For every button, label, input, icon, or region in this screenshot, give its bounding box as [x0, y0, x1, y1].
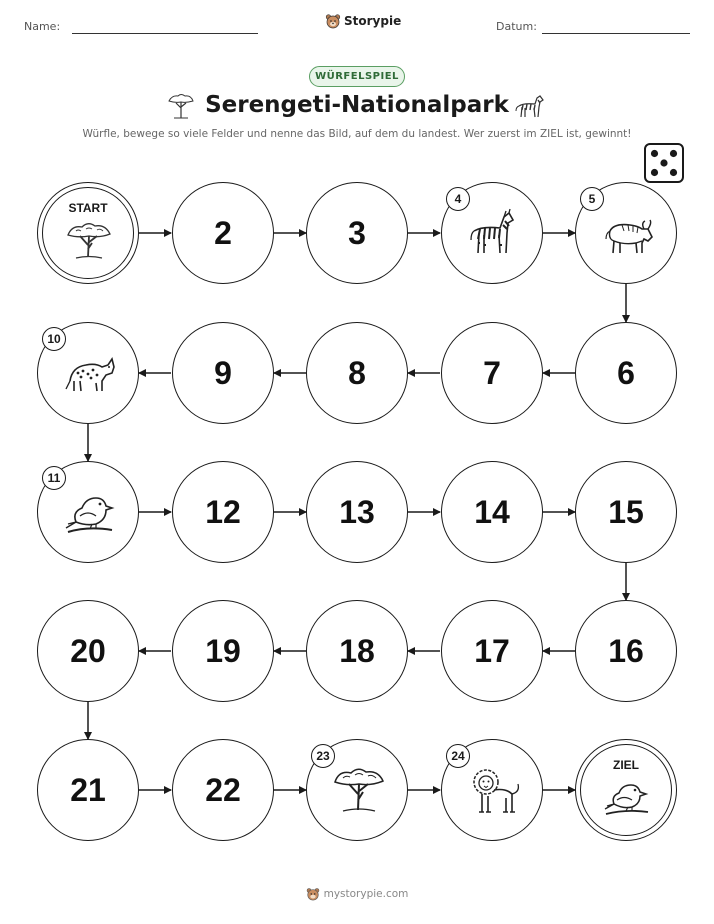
square-number: 8: [348, 354, 366, 391]
square-number: 9: [214, 354, 232, 391]
board-square[interactable]: [37, 739, 139, 841]
instructions-text: Würfle, bewege so viele Felder und nenne das Bild, auf dem du landest. Wer zuerst im ZIEL ist, gewinnt!: [82, 128, 632, 140]
finish-label: ZIEL: [613, 758, 639, 772]
square-number-badge: 4: [446, 187, 470, 211]
square-number: 20: [70, 632, 106, 669]
square-number-badge: 23: [311, 744, 335, 768]
footer-site-link[interactable]: mystorypie.com: [323, 888, 409, 900]
bird-icon: [62, 486, 118, 540]
brand-name: Storypie: [344, 14, 402, 28]
board-square-picture[interactable]: [441, 182, 543, 284]
zebra-icon: [466, 207, 520, 261]
square-number: 21: [70, 771, 106, 808]
square-number: 17: [474, 632, 510, 669]
board-square[interactable]: [306, 600, 408, 702]
board-square-picture[interactable]: [306, 739, 408, 841]
board-square[interactable]: [172, 461, 274, 563]
square-number-badge: 11: [42, 466, 66, 490]
hyena-icon: [62, 347, 118, 401]
board-square[interactable]: [172, 182, 274, 284]
board-square[interactable]: [37, 600, 139, 702]
square-number: 19: [205, 632, 241, 669]
board-square-finish[interactable]: [575, 739, 677, 841]
board-square[interactable]: [575, 600, 677, 702]
square-number: 14: [474, 493, 510, 530]
acacia-tree-icon: [331, 764, 387, 818]
game-type-badge: WÜRFELSPIEL: [309, 66, 405, 87]
lion-icon: [466, 764, 522, 820]
footer: [0, 887, 714, 901]
board-square-picture[interactable]: [37, 461, 139, 563]
square-number: 2: [214, 214, 232, 251]
square-number: 12: [205, 493, 241, 530]
bear-mascot-icon: [306, 887, 320, 901]
board-square-start[interactable]: [37, 182, 139, 284]
square-number: 3: [348, 214, 366, 251]
board-square[interactable]: [172, 739, 274, 841]
start-label: START: [68, 201, 108, 215]
board-square[interactable]: [575, 461, 677, 563]
board-square-picture[interactable]: [37, 322, 139, 424]
square-number: 6: [617, 354, 635, 391]
board-square[interactable]: [441, 322, 543, 424]
board-square[interactable]: [172, 322, 274, 424]
square-number-badge: 24: [446, 744, 470, 768]
board-square-picture[interactable]: [575, 182, 677, 284]
board-square[interactable]: [575, 322, 677, 424]
page-title: Serengeti-Nationalpark: [205, 92, 509, 118]
square-number: 16: [608, 632, 644, 669]
board-square[interactable]: [306, 182, 408, 284]
square-number-badge: 10: [42, 327, 66, 351]
board-square[interactable]: [306, 461, 408, 563]
bird-icon: [602, 776, 652, 820]
square-number: 15: [608, 493, 644, 530]
board-square[interactable]: [441, 461, 543, 563]
square-number: 7: [483, 354, 501, 391]
square-number: 22: [205, 771, 241, 808]
acacia-tree-icon: [64, 219, 114, 263]
name-label: Name:: [24, 20, 61, 33]
square-number-badge: 5: [580, 187, 604, 211]
board-square[interactable]: [306, 322, 408, 424]
square-number: 18: [339, 632, 375, 669]
board-square-picture[interactable]: [441, 739, 543, 841]
date-label: Datum:: [496, 20, 537, 33]
wildebeest-icon: [600, 207, 656, 261]
square-number: 13: [339, 493, 375, 530]
board-square[interactable]: [441, 600, 543, 702]
board-square[interactable]: [172, 600, 274, 702]
